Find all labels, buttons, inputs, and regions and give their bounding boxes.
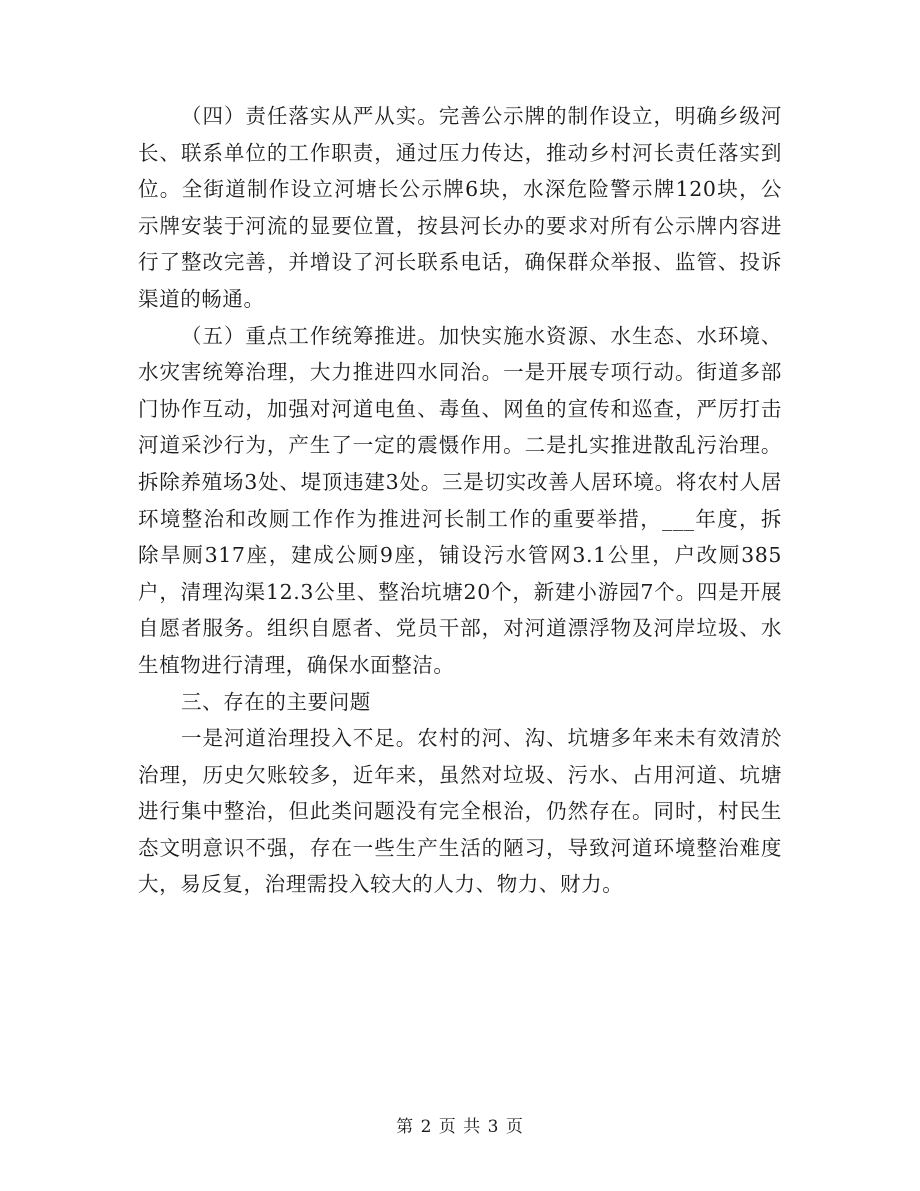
paragraph-responsibility: （四）责任落实从严从实。完善公示牌的制作设立，明确乡级河长、联系单位的工作职责，通过压力传达，推动乡村河长责任落实到位。全街道制作设立河塘长公示牌6块，水深危险警示牌120块，公示牌安装于河流的显要位置，按县河长办的要求对所有公示牌内容进行了整改完善，并增设了河长联系电话，确保群众举报、监管、投诉渠道的畅通。 [138,104,782,311]
section-heading: 三、存在的主要问题 [181,689,371,714]
page-number-footer: 第 2 页 共 3 页 [396,1117,524,1137]
paragraph-key-work: （五）重点工作统筹推进。加快实施水资源、水生态、水环境、水灾害统筹治理，大力推进四水同治。一是开展专项行动。街道多部门协作互动，加强对河道电鱼、毒鱼、网鱼的宣传和巡查，严厉打击河道采沙行为，产生了一定的震慑作用。二是扎实推进散乱污治理。拆除养殖场3处、堤顶违建3处。三是切实改善人居环境。将农村人居环境整治和改厕工作作为推进河长制工作的重要举措，___年度，拆除旱厕317座，建成公厕9座，铺设污水管网3.1公里，户改厕385户，清理沟渠12.3公里、整治坑塘20个，新建小游园7个。四是开展自愿者服务。组织自愿者、党员干部，对河道漂浮物及河岸垃圾、水生植物进行清理，确保水面整洁。 [138,323,782,677]
document-body [138,98,782,903]
paragraph-problem: 一是河道治理投入不足。农村的河、沟、坑塘多年来未有效清於治理，历史欠账较多，近年来，虽然对垃圾、污水、占用河道、坑塘进行集中整治，但此类问题没有完全根治，仍然存在。同时，村民生态文明意识不强，存在一些生产生活的陋习，导致河道环境整治难度大，易反复，治理需投入较大的人力、物力、财力。 [138,726,782,897]
